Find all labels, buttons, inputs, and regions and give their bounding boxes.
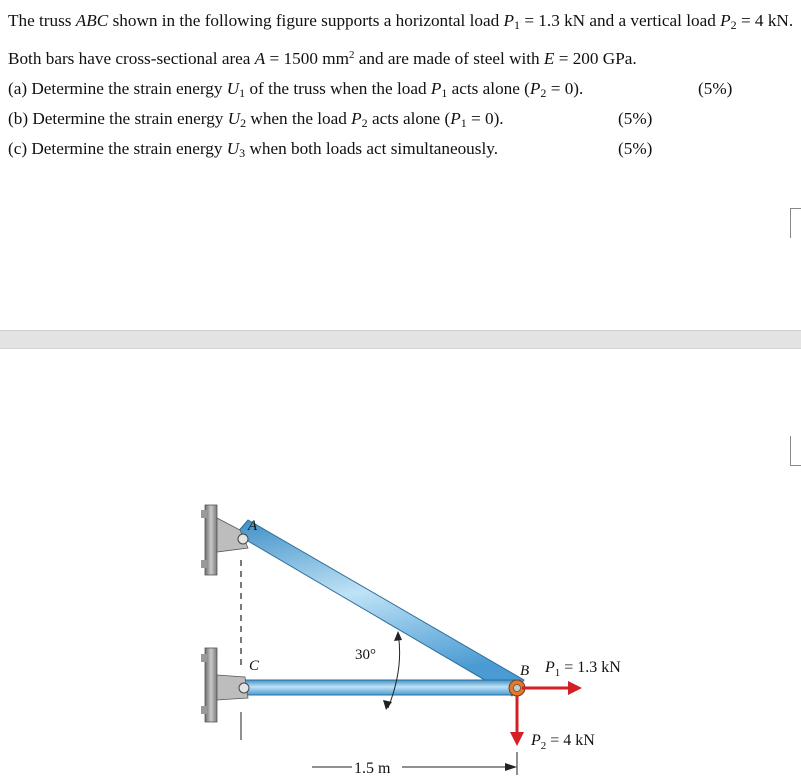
part-a-text: = 0). (550, 79, 584, 98)
cond-subscript: 1 (460, 116, 467, 130)
u-subscript: 2 (240, 116, 247, 130)
p1-symbol: P (545, 659, 555, 676)
label-c: C (249, 658, 260, 674)
part-c-text: (c) Determine the strain energy (8, 139, 223, 158)
pin-c-bracket (217, 675, 249, 700)
part-b-text: (b) Determine the strain energy (8, 109, 224, 128)
p1-symbol: P (503, 11, 515, 30)
part-b-points: (5%) (618, 109, 653, 128)
load-subscript: 2 (361, 116, 368, 130)
part-a-points: (5%) (698, 79, 733, 98)
p2-subscript: 2 (730, 18, 737, 32)
load-p2-arrow (510, 696, 524, 746)
load-subscript: 1 (441, 86, 448, 100)
part-c-text: when both loads act simultaneously. (249, 139, 498, 158)
p2-subscript: 2 (540, 740, 547, 752)
p2-value: = 4 kN (550, 732, 595, 749)
dimension-line (312, 752, 517, 775)
angle-label: 30° (355, 647, 376, 663)
load-symbol: P (430, 79, 442, 98)
bar-cb (240, 680, 520, 695)
u-subscript: 3 (239, 146, 246, 160)
p2-symbol: P (720, 11, 731, 30)
wall-support-c (201, 648, 217, 722)
part-a-text: of the truss when the load (249, 79, 427, 98)
angle-arc (388, 633, 400, 708)
part-b-text: = 0). (471, 109, 504, 128)
intro-text: = 1.3 kN and a vertical load (524, 11, 716, 30)
cond-subscript: 2 (540, 86, 547, 100)
load-p2-label (530, 732, 595, 752)
part-b-text: acts alone ( (371, 109, 451, 128)
area-exponent: 2 (348, 49, 355, 61)
intro-text: = 4 kN. Both bars have cross-sectional area (8, 11, 794, 68)
intro-text: and are made of steel with (358, 49, 540, 68)
cond-symbol: P (450, 109, 461, 128)
p1-subscript: 1 (554, 667, 561, 679)
truss-name: ABC (75, 11, 109, 30)
load-p1-label (544, 659, 621, 679)
p2-symbol: P (531, 732, 541, 749)
u-subscript: 1 (239, 86, 246, 100)
bar-ab (236, 520, 524, 696)
e-symbol: E (543, 49, 555, 68)
u-symbol: U (226, 79, 240, 98)
area-symbol: A (254, 49, 266, 68)
u-symbol: U (226, 139, 240, 158)
part-a-text: acts alone ( (451, 79, 530, 98)
part-a-text: (a) Determine the strain energy (8, 79, 223, 98)
angle-arrowhead-top (394, 631, 402, 641)
part-b-text: when the load (250, 109, 347, 128)
pin-a-bracket (217, 518, 248, 552)
intro-text: The truss (8, 11, 72, 30)
part-c-points: (5%) (618, 139, 653, 158)
intro-text: = 200 GPa. (558, 49, 637, 68)
intro-text: shown in the following figure supports a horizontal load (112, 11, 500, 30)
load-p1-arrow (522, 681, 582, 695)
load-symbol: P (351, 109, 362, 128)
label-b: B (520, 663, 530, 679)
label-a: A (248, 518, 258, 534)
wall-support-a (201, 505, 217, 575)
intro-text: = 1500 mm (269, 49, 349, 68)
p1-subscript: 1 (514, 18, 521, 32)
u-symbol: U (227, 109, 241, 128)
p1-value: = 1.3 kN (564, 659, 621, 676)
cond-symbol: P (529, 79, 541, 98)
dimension-label: 1.5 m (354, 760, 391, 777)
